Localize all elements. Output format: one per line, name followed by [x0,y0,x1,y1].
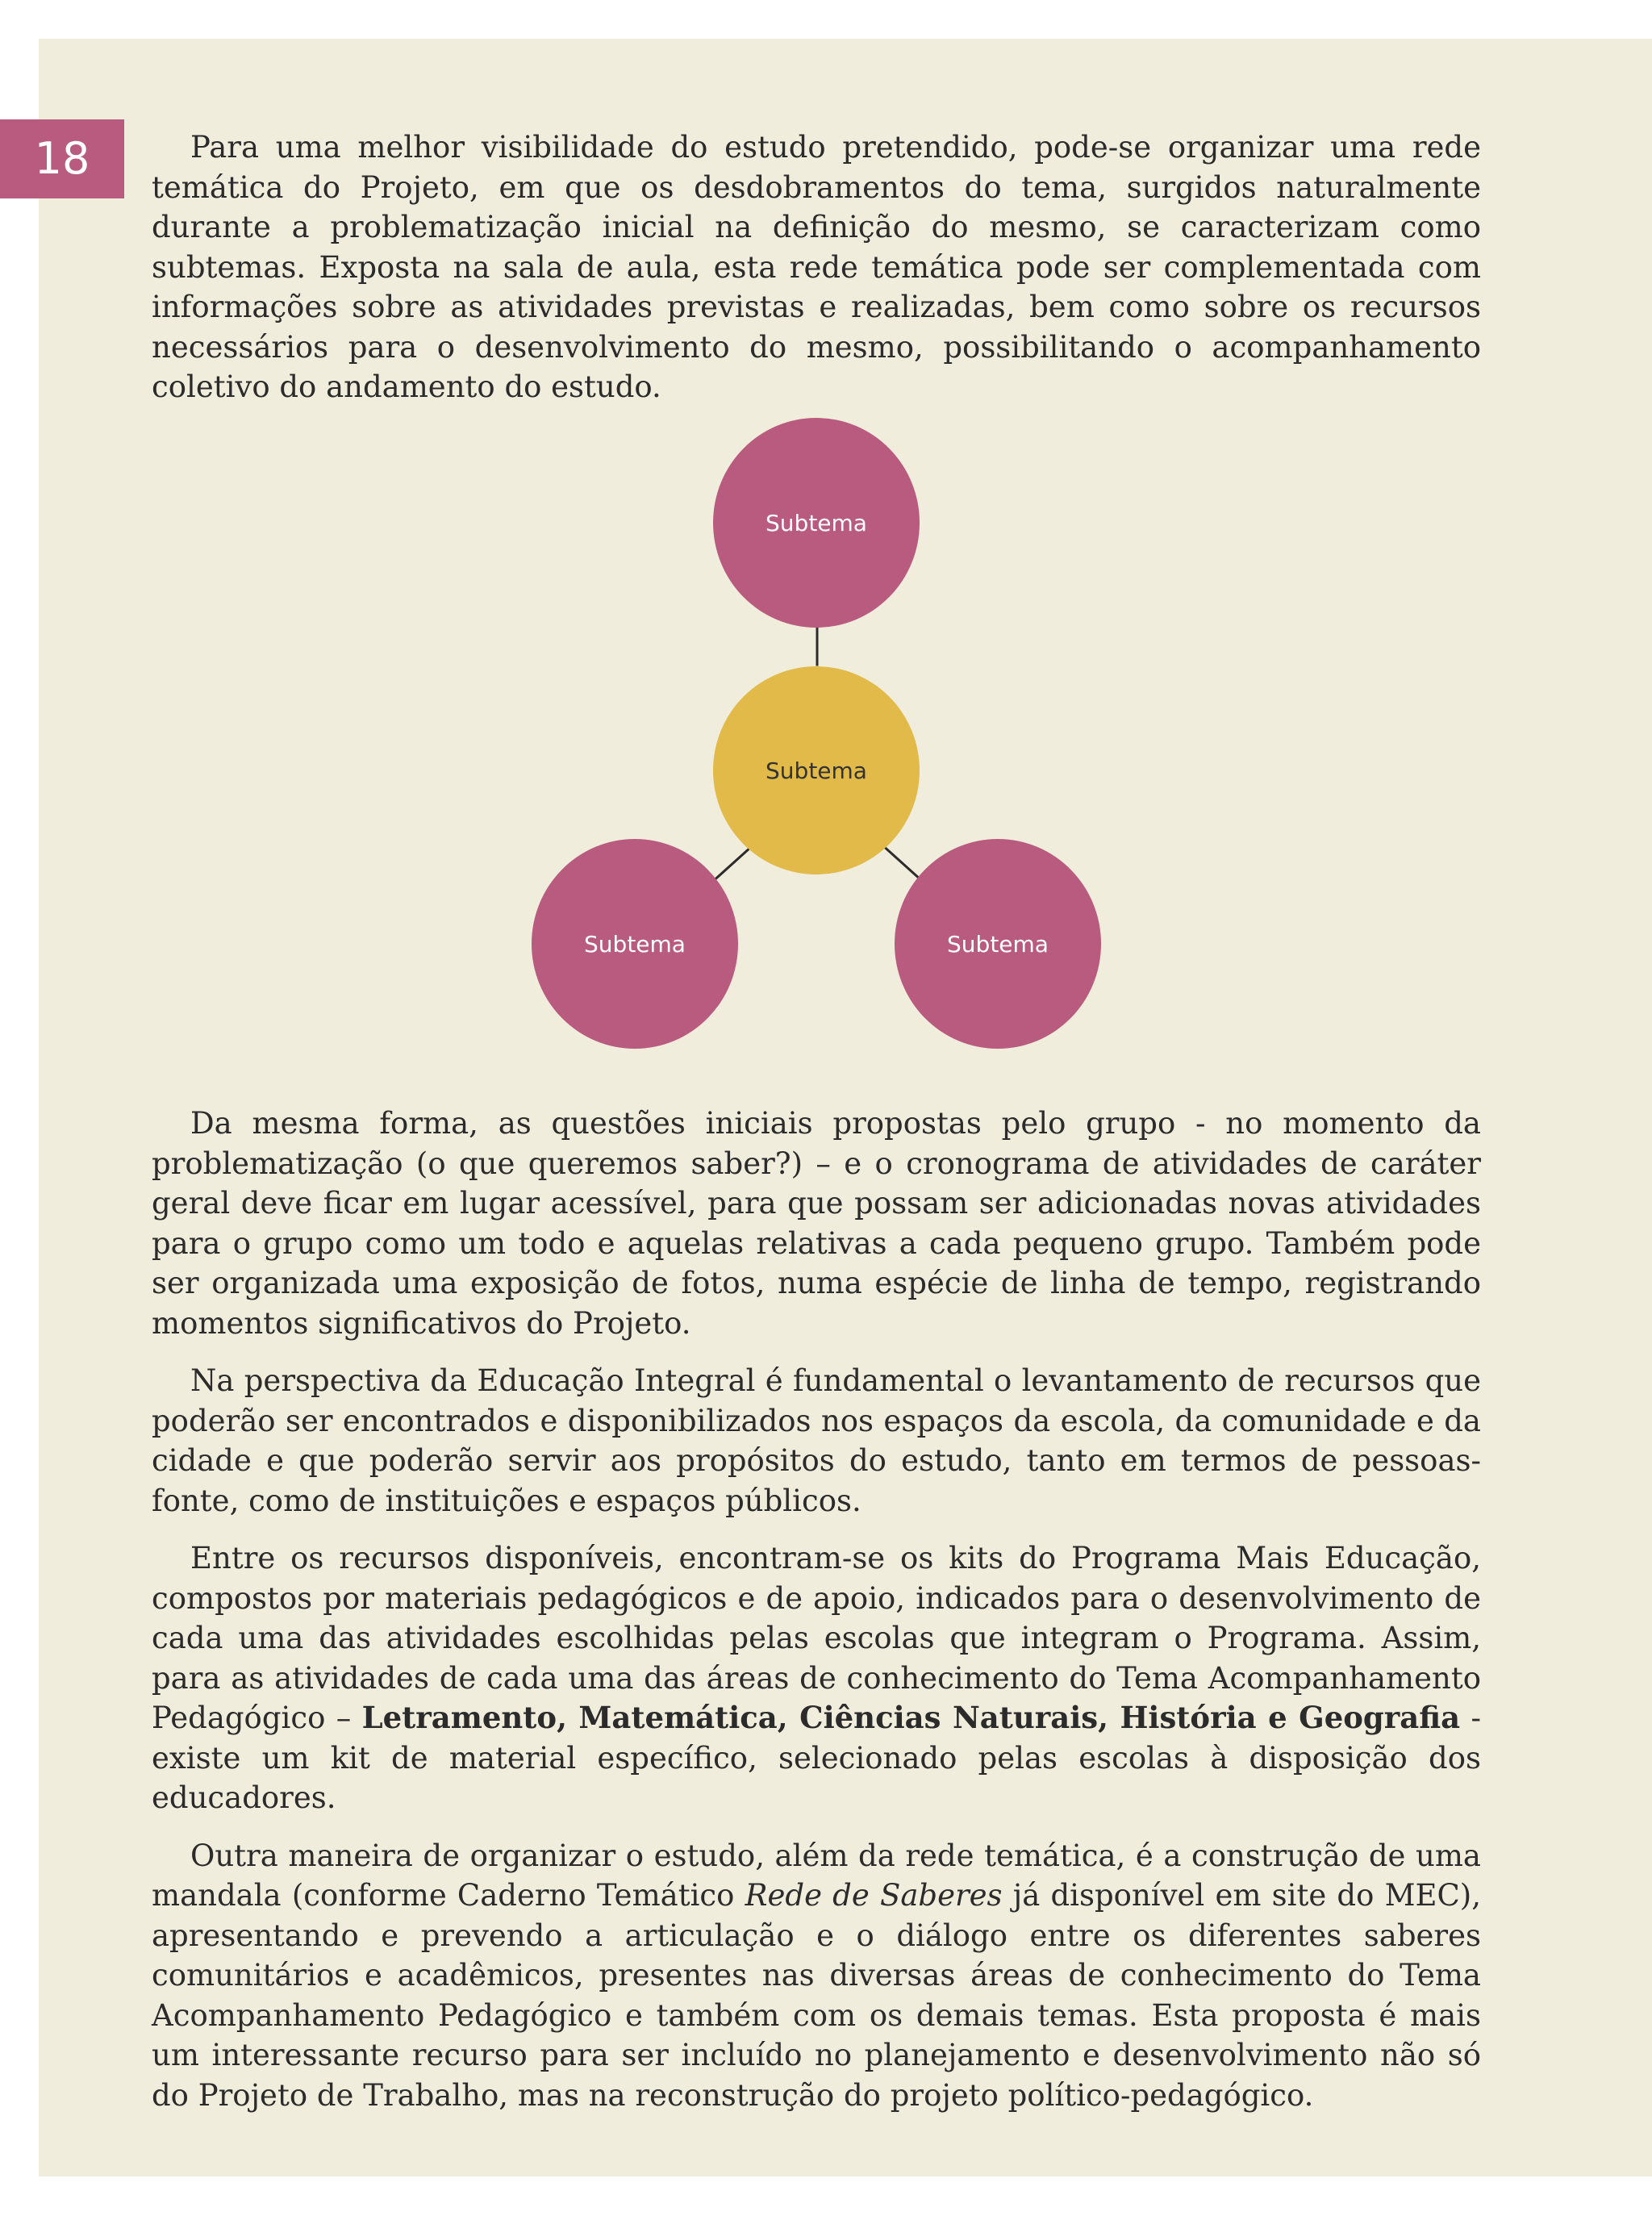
subtema-label-left: Subtema [584,930,686,958]
connector-left [714,848,749,880]
connector-right [884,846,920,878]
paragraph-1: Da mesma forma, as questões iniciais propostas pelo grupo - no momento da problematização (o que queremos saber?) – e o cronograma de atividades de caráter geral deve ficar em lugar acessível, para que possam ser adicionadas novas atividades para o grupo como um todo e aquelas relativas a cada pequeno grupo. Também pode ser organizada uma exposição de fotos, numa espécie de linha de tempo, registrando momentos significativos do Projeto. [152,1106,1481,1341]
paragraph-3-text-b: - existe um kit de material específico, selecionado pelas escolas à disposição dos educadores. [152,1701,1482,1815]
subtema-label-top: Subtema [766,509,867,536]
paragraph-4 [152,1836,1481,2116]
paragraph-3 [152,1538,1481,1818]
paragraph-2: Na perspectiva da Educação Integral é fundamental o levantamento de recursos que poderão ser encontrados e disponibilizados nos espaços da escola, da comunidade e da cidade e que poderão servir aos propósitos do estudo, tanto em termos de pessoas-fonte, como de instituições e espaços públicos. [152,1363,1481,1518]
subtema-label-right: Subtema [947,930,1049,958]
paragraph-3-bold-areas: Letramento, Matemática, Ciências Naturais, História e Geografia [361,1700,1461,1735]
paragraph-4-text-b: já disponível em site do MEC), apresentando e prevendo a articulação e o diálogo entre os diferentes saberes comunitários e acadêmicos, presentes nas diversas áreas de conhecimento do Tema Acompanhamento Pedagógico e também com os demais temas. Esta proposta é mais um interessante recurso para ser incluído no planejamento e desenvolvimento não só do Projeto de Trabalho, mas na reconstrução do projeto político-pedagógico. [152,1878,1481,2113]
intro-paragraph: Para uma melhor visibilidade do estudo pretendido, pode-se organizar uma rede temática do Projeto, em que os desdobramentos do tema, surgidos naturalmente durante a problematização inicial na definição do mesmo, se caracterizam como subtemas. Exposta na sala de aula, esta rede temática pode ser complementada com informações sobre as atividades previstas e realizadas, bem como sobre os recursos necessários para o desenvolvimento do mesmo, possibilitando o acompanhamento coletivo do andamento do estudo. [152,130,1481,404]
body-text [152,1104,1481,2133]
subtema-node-center [713,666,920,874]
subtema-label-center: Subtema [766,757,867,784]
paragraph-4-italic-title: Rede de Saberes [745,1878,1003,1913]
paragraph-3-text-a: Entre os recursos disponíveis, encontram-se os kits do Programa Mais Educação, compostos por materiais pedagógicos e de apoio, indicados para o desenvolvimento de cada uma das atividades escolhidas pelas escolas que integram o Programa. Assim, para as atividades de cada uma das áreas de conhecimento do Tema Acompanhamento Pedagógico – [152,1541,1481,1735]
connector-top [816,624,819,666]
subtema-node-left [532,839,738,1049]
subtema-node-top [713,418,920,628]
paragraph-4-text-a: Outra maneira de organizar o estudo, além da rede temática, é a construção de uma mandala (conforme Caderno Temático [152,1838,1481,1913]
subtema-node-right [895,839,1101,1049]
page-number: 18 [0,119,124,198]
